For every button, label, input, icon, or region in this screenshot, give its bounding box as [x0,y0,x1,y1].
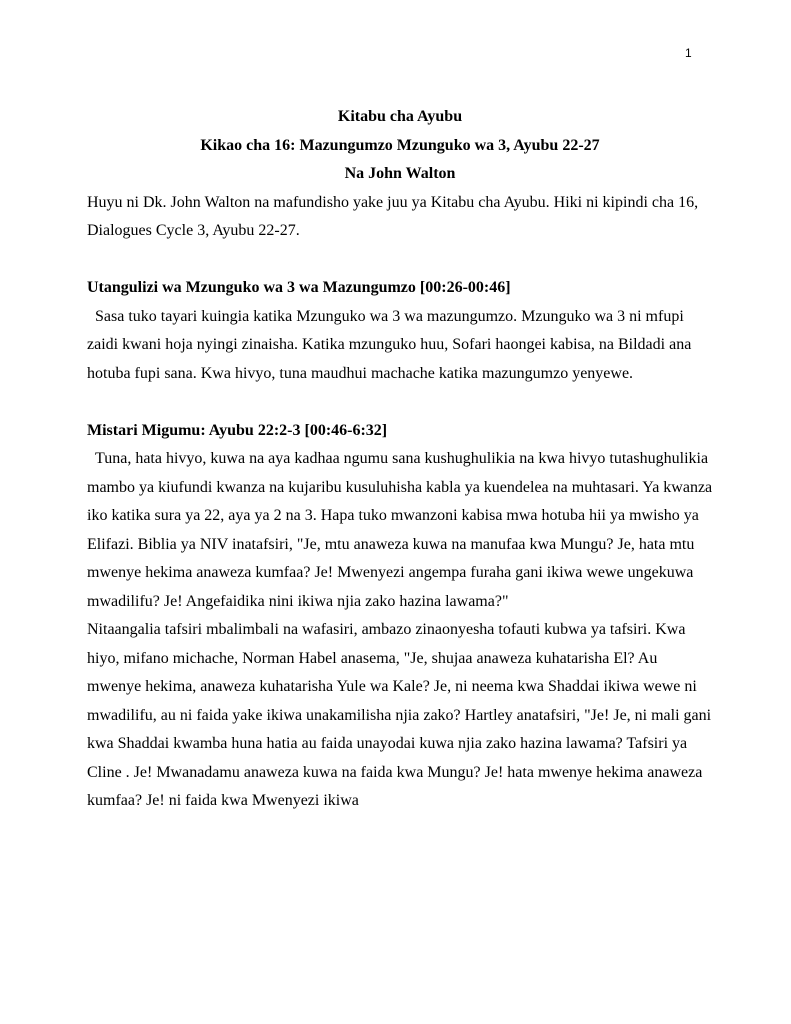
section-heading: Mistari Migumu: Ayubu 22:2-3 [00:46-6:32] [87,421,388,439]
section-heading: Utangulizi wa Mzunguko wa 3 wa Mazungumzo [00:26-00:46] [87,279,511,296]
intro-paragraph: Huyu ni Dk. John Walton na mafundisho yake juu ya Kitabu cha Ayubu. Hiki ni kipindi cha 16, Dialogues Cycle 3, Ayubu 22-27. [87,193,699,239]
spacer [87,246,713,275]
document-title: Kitabu cha Ayubu [337,108,463,125]
spacer [87,388,713,417]
section-paragraph: Nitaangalia tafsiri mbalimbali na wafasiri, ambazo zinaonyesha tofauti kubwa ya tafsiri. Kwa hiyo, mifano michache, Norman Habel anasema, "Je, shujaa anaweza kuhatarisha El? Au mwenye hekima, anaweza kuhatarisha Yule wa Kale? Je, ni neema kwa Shaddai ikiwa wewe ni mwadilifu, au ni faida yake ikiwa unakamilisha njia zako? Hartley anatafsiri, "Je! Je, ni mali gani kwa Shaddai kwamba huna hatia au faida unayodai kuwa njia zako hazina lawama? Tafsiri ya Cline . Je! Mwanadamu anaweza kuwa na faida kwa Mungu? Je! hata mwenye hekima anaweza kumfaa? Je! ni faida kwa Mwenyezi ikiwa [87,621,712,809]
section-paragraph: Tuna, hata hivyo, kuwa na aya kadhaa ngumu sana kushughulikia na kwa hivyo tutashughulikia mambo ya kiufundi kwanza na kujaribu kusuluhisha kabla ya kuendelea na muhtasari. Ya kwanza iko katika sura ya 22, aya ya 2 na 3. Hapa tuko mwanzoni kabisa mwa hotuba hii ya mwisho ya Elifazi. Biblia ya NIV inatafsiri, "Je, mtu anaweza kuwa na manufaa kwa Mungu? Je, hata mtu mwenye hekima anaweza kumfaa? Je! Mwenyezi angempa furaha gani ikiwa wewe ungekuwa mwadilifu? Je! Angefaidika nini ikiwa njia zako hazina lawama?" [87,450,713,610]
document-author: Na John Walton [344,165,456,182]
section-paragraph: Sasa tuko tayari kuingia katika Mzunguko wa 3 wa mazungumzo. Mzunguko wa 3 ni mfupi zaidi kwani hoja nyingi zinaisha. Katika mzunguko huu, Sofari haongei kabisa, na Bildadi ana hotuba fupi sana. Kwa hivyo, tuna maudhui machache katika mazungumzo yenyewe. [87,307,692,382]
document-body [87,103,713,816]
page-number: 1 [685,46,692,60]
document-subtitle: Kikao cha 16: Mazungumzo Mzunguko wa 3, Ayubu 22-27 [200,136,600,154]
